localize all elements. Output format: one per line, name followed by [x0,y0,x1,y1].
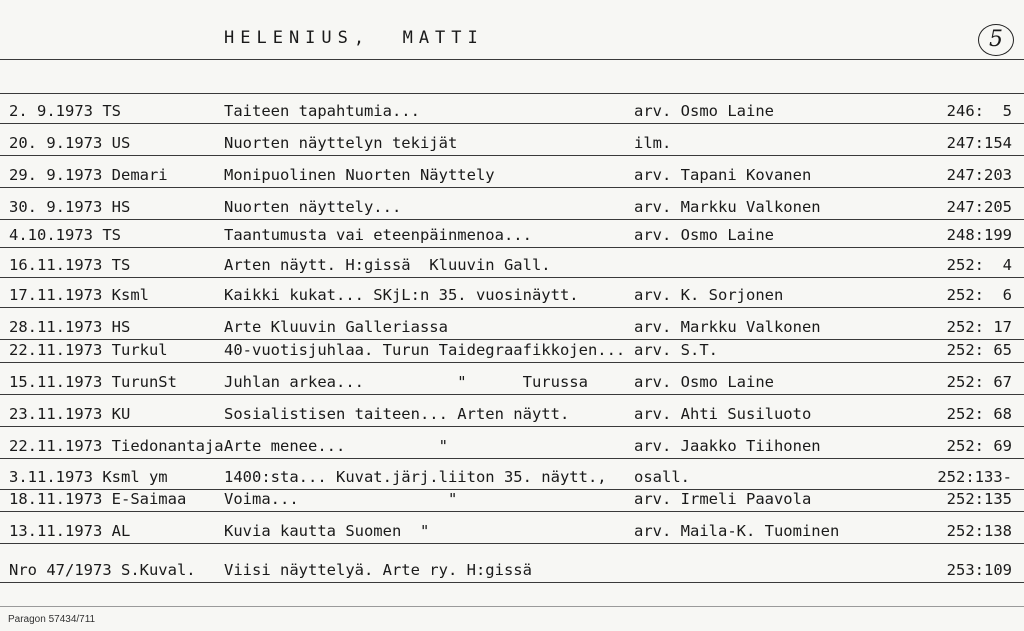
page-number-circle: 5 [978,24,1014,56]
entry-date: 30. 9.1973 HS [9,198,131,216]
entry-title: Monipuolinen Nuorten Näyttely [224,166,495,184]
entry-row [0,437,1024,459]
entry-ref: 247:154 [946,134,1012,152]
entry-author: arv. Markku Valkonen [634,318,821,336]
entry-ref: 252: 4 [946,256,1012,274]
row-rule [0,582,1024,583]
entry-row [0,226,1024,248]
entry-ref: 252:138 [946,522,1012,540]
row-rule [0,247,1024,248]
entry-ref: 252: 67 [946,373,1012,391]
entry-ref: 252:133- [937,468,1012,486]
entry-row [0,256,1024,278]
printer-mark: Paragon 57434/711 [8,614,96,625]
entry-title: Kaikki kukat... SKjL:n 35. vuosinäytt. [224,286,579,304]
entry-date: 22.11.1973 Turkul [9,341,168,359]
entry-date: Nro 47/1973 S.Kuval. [9,561,196,579]
entry-date: 29. 9.1973 Demari [9,166,168,184]
entry-row [0,468,1024,490]
entry-title: Taiteen tapahtumia... [224,102,420,120]
entry-author: arv. Osmo Laine [634,226,774,244]
entry-ref: 248:199 [946,226,1012,244]
entry-date: 28.11.1973 HS [9,318,131,336]
entry-date: 23.11.1973 KU [9,405,131,423]
entry-ref: 252: 6 [946,286,1012,304]
row-rule [0,394,1024,395]
entry-row [0,198,1024,220]
entry-author: arv. Ahti Susiluoto [634,405,812,423]
entry-row [0,286,1024,308]
row-rule [0,362,1024,363]
entry-title: Arten näytt. H:gissä Kluuvin Gall. [224,256,551,274]
entry-author: arv. Tapani Kovanen [634,166,812,184]
entry-ref: 252: 69 [946,437,1012,455]
entry-date: 15.11.1973 TurunSt [9,373,177,391]
row-rule [0,155,1024,156]
row-rule [0,426,1024,427]
entry-author: ilm. [634,134,672,152]
entry-author: arv. Osmo Laine [634,373,774,391]
entry-row [0,134,1024,156]
entry-ref: 247:205 [946,198,1012,216]
entry-author: arv. Osmo Laine [634,102,774,120]
entry-ref: 246: 5 [946,102,1012,120]
entry-ref: 247:203 [946,166,1012,184]
row-rule [0,458,1024,459]
entry-row [0,102,1024,124]
row-rule [0,339,1024,340]
entry-title: Sosialistisen taiteen... Arten näytt. [224,405,570,423]
bottom-rule [0,606,1024,607]
entry-author: arv. Markku Valkonen [634,198,821,216]
entry-row [0,373,1024,395]
entry-title: Voima... " [224,490,458,508]
entry-ref: 252: 68 [946,405,1012,423]
entry-title: Nuorten näyttely... [224,198,402,216]
entry-ref: 252: 17 [946,318,1012,336]
entry-title: Kuvia kautta Suomen " [224,522,430,540]
row-rule [0,187,1024,188]
entry-title: Viisi näyttelyä. Arte ry. H:gissä [224,561,532,579]
entry-date: 16.11.1973 TS [9,256,131,274]
entry-author: arv. K. Sorjonen [634,286,784,304]
entry-row [0,405,1024,427]
entry-row [0,561,1024,583]
entry-title: Arte menee... " [224,437,448,455]
header-rule [0,59,1024,60]
entry-author: osall. [634,468,690,486]
card-title: HELENIUS, MATTI [224,28,484,48]
entry-date: 3.11.1973 Ksml ym [9,468,168,486]
entry-row [0,166,1024,188]
row-rule [0,543,1024,544]
entry-title: Nuorten näyttelyn tekijät [224,134,458,152]
entry-ref: 252: 65 [946,341,1012,359]
row-rule [0,511,1024,512]
entry-title: Juhlan arkea... " Turussa [224,373,588,391]
entry-author: arv. Maila-K. Tuominen [634,522,840,540]
row-rule [0,307,1024,308]
entry-author: arv. Irmeli Paavola [634,490,812,508]
entry-row [0,341,1024,363]
entry-date: 22.11.1973 Tiedonantaja [9,437,224,455]
row-rule [0,219,1024,220]
top-rule [0,93,1024,94]
entry-row [0,522,1024,544]
row-rule [0,277,1024,278]
row-rule [0,123,1024,124]
entry-row [0,318,1024,340]
entry-title: Arte Kluuvin Galleriassa [224,318,448,336]
entry-ref: 253:109 [946,561,1012,579]
entry-author: arv. Jaakko Tiihonen [634,437,821,455]
entry-title: 1400:sta... Kuvat.järj.liiton 35. näytt., [224,468,607,486]
entry-date: 17.11.1973 Ksml [9,286,149,304]
entry-date: 20. 9.1973 US [9,134,131,152]
entry-title: Taantumusta vai eteenpäinmenoa... [224,226,532,244]
entry-date: 13.11.1973 AL [9,522,131,540]
entry-date: 18.11.1973 E-Saimaa [9,490,187,508]
entry-date: 2. 9.1973 TS [9,102,121,120]
entry-row [0,490,1024,512]
entry-title: 40-vuotisjuhlaa. Turun Taidegraafikkojen... [224,341,626,359]
entry-author: arv. S.T. [634,341,718,359]
entry-ref: 252:135 [946,490,1012,508]
entry-date: 4.10.1973 TS [9,226,121,244]
